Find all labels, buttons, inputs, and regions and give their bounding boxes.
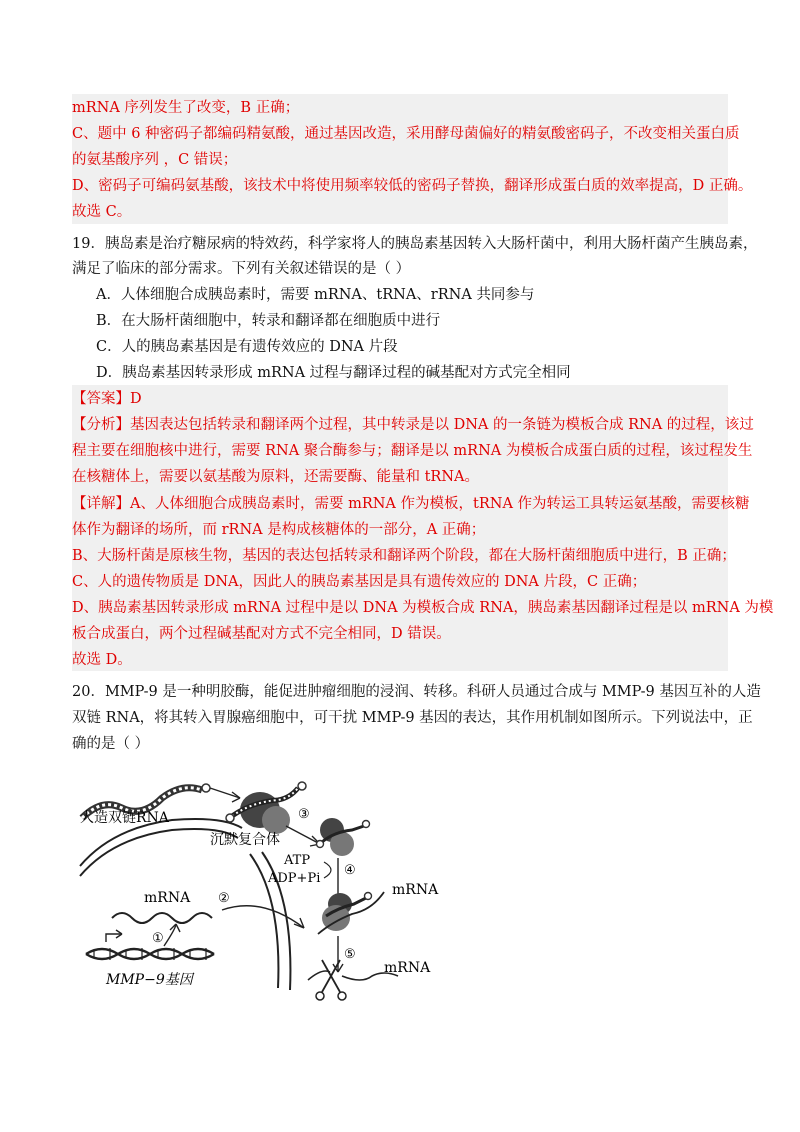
answer-line: D、密码子可编码氨基酸，该技术中将使用频率较低的密码子替换，翻译形成蛋白质的效率提高，D 正确。 bbox=[72, 178, 753, 194]
question-19-stem: 19．胰岛素是治疗糖尿病的特效药，科学家将人的胰岛素基因转入大肠杆菌中，利用大肠杆菌产生胰岛素， bbox=[72, 236, 758, 252]
analysis-text: 基因表达包括转录和翻译两个过程，其中转录是以 DNA 的一条链为模板合成 RNA 的过程，该过 bbox=[130, 417, 754, 433]
analysis-line: 程主要在细胞核中进行，需要 RNA 聚合酶参与；翻译是以 mRNA 为模板合成蛋白质的过程，该过程发生 bbox=[72, 443, 753, 459]
label-dsrna: 人造双链RNA bbox=[80, 810, 169, 826]
detail-text: A、人体细胞合成胰岛素时，需要 mRNA 作为模板，tRNA 作为转运工具转运氨基酸，需要核糖 bbox=[130, 496, 750, 512]
label-complex: 沉默复合体 bbox=[210, 832, 280, 848]
complex-bound-mrna bbox=[318, 892, 384, 934]
label-mrna-mid: mRNA bbox=[392, 882, 439, 898]
detail-line bbox=[72, 494, 750, 514]
step-1: ① bbox=[152, 931, 164, 946]
detail-line: 体作为翻译的场所，而 rRNA 是构成核糖体的一部分，A 正确； bbox=[72, 522, 486, 538]
option-a: A．人体细胞合成胰岛素时，需要 mRNA、tRNA、rRNA 共同参与 bbox=[96, 287, 535, 303]
mrna-strand bbox=[112, 913, 212, 923]
answer-value: D bbox=[130, 391, 142, 407]
label-adp: ADP+Pi bbox=[268, 871, 321, 886]
detail-line: 板合成蛋白，两个过程碱基配对方式不完全相同，D 错误。 bbox=[72, 626, 451, 642]
label-mrna-bottom: mRNA bbox=[384, 960, 431, 976]
detail-line: B、大肠杆菌是原核生物，基因的表达包括转录和翻译两个阶段，都在大肠杆菌细胞质中进行，B 正确； bbox=[72, 548, 736, 564]
option-b: B．在大肠杆菌细胞中，转录和翻译都在细胞质中进行 bbox=[96, 313, 441, 329]
step-3: ③ bbox=[298, 807, 310, 822]
answer-line: mRNA 序列发生了改变，B 正确； bbox=[72, 100, 300, 116]
analysis-line: 在核糖体上，需要以氨基酸为原料，还需要酶、能量和 tRNA。 bbox=[72, 469, 480, 485]
active-silencing-complex bbox=[317, 818, 370, 856]
question-20-stem: 双链 RNA，将其转入胃腺癌细胞中，可干扰 MMP-9 基因的表达，其作用机制如图所示。下列说法中，正 bbox=[72, 710, 753, 726]
step-2: ② bbox=[218, 891, 230, 906]
option-d: D．胰岛素基因转录形成 mRNA 过程与翻译过程的碱基配对方式完全相同 bbox=[96, 365, 571, 381]
analysis-line bbox=[72, 415, 754, 435]
answer-line: 的氨基酸序列 ，C 错误； bbox=[72, 152, 238, 168]
label-gene: MMP−9基因 bbox=[106, 972, 193, 988]
detail-tag: 【详解】 bbox=[72, 496, 130, 512]
detail-line: D、胰岛素基因转录形成 mRNA 过程中是以 DNA 为模板合成 RNA，胰岛素基因翻译过程是以 mRNA 为模 bbox=[72, 600, 774, 616]
step-5: ⑤ bbox=[344, 947, 356, 962]
question-20-stem: 确的是（ ） bbox=[72, 736, 150, 752]
rna-interference-diagram bbox=[72, 758, 472, 1018]
dna-double-helix bbox=[86, 930, 214, 960]
question-20-stem: 20．MMP-9 是一种明胶酶，能促进肿瘤细胞的浸润、转移。科研人员通过合成与 MMP-9 基因互补的人造 bbox=[72, 684, 761, 700]
conclusion-line: 故选 D。 bbox=[72, 652, 132, 668]
answer-tag: 【答案】 bbox=[72, 391, 130, 407]
analysis-tag: 【分析】 bbox=[72, 417, 130, 433]
step-4: ④ bbox=[344, 863, 356, 878]
option-c: C．人的胰岛素基因是有遗传效应的 DNA 片段 bbox=[96, 339, 398, 355]
answer-line bbox=[72, 389, 142, 409]
label-atp: ATP bbox=[284, 853, 311, 868]
answer-line: C、题中 6 种密码子都编码精氨酸，通过基因改造，采用酵母菌偏好的精氨酸密码子，不改变相关蛋白质 bbox=[72, 126, 740, 142]
label-mrna-left: mRNA bbox=[144, 890, 191, 906]
question-19-stem: 满足了临床的部分需求。下列有关叙述错误的是（ ） bbox=[72, 261, 411, 277]
detail-line: C、人的遗传物质是 DNA，因此人的胰岛素基因是具有遗传效应的 DNA 片段，C 正确； bbox=[72, 574, 647, 590]
answer-line: 故选 C。 bbox=[72, 204, 132, 220]
